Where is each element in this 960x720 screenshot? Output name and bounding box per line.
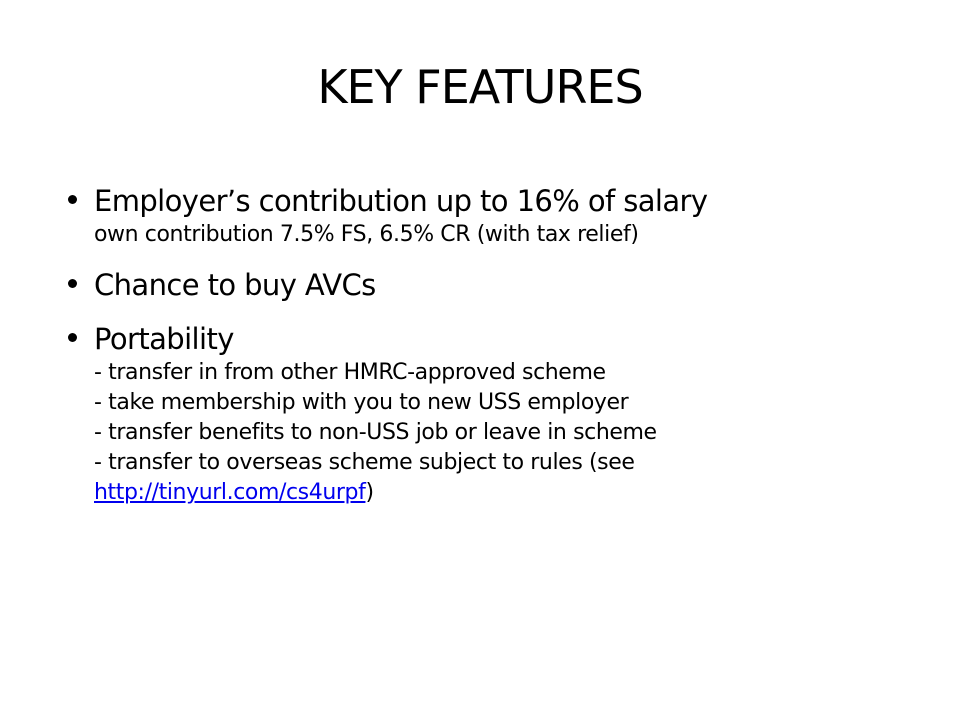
portability-line-overseas: - transfer to overseas scheme subject to rules (see <box>94 450 635 475</box>
bullet-dot-icon <box>68 195 77 204</box>
bullet-item-portability <box>68 320 938 508</box>
slide-title: KEY FEATURES <box>317 60 643 114</box>
bullet-heading: Chance to buy AVCs <box>94 268 376 302</box>
bullet-heading: Employer’s contribution up to 16% of salary <box>94 184 708 218</box>
tinyurl-link[interactable]: http://tinyurl.com/cs4urpf <box>94 480 366 505</box>
portability-link-line <box>94 478 938 508</box>
link-suffix: ) <box>365 480 374 505</box>
bullet-item-employer-contribution <box>68 182 938 250</box>
bullet-item-avcs <box>68 266 938 304</box>
bullet-list <box>68 182 938 524</box>
bullet-dot-icon <box>68 279 77 288</box>
bullet-dot-icon <box>68 333 77 342</box>
bullet-subtext: own contribution 7.5% FS, 6.5% CR (with tax relief) <box>94 222 639 247</box>
portability-line-transfer-in: - transfer in from other HMRC-approved scheme <box>94 360 606 385</box>
bullet-heading: Portability <box>94 322 234 356</box>
portability-line-take-membership: - take membership with you to new USS employer <box>94 390 629 415</box>
portability-line-transfer-benefits: - transfer benefits to non-USS job or leave in scheme <box>94 420 657 445</box>
